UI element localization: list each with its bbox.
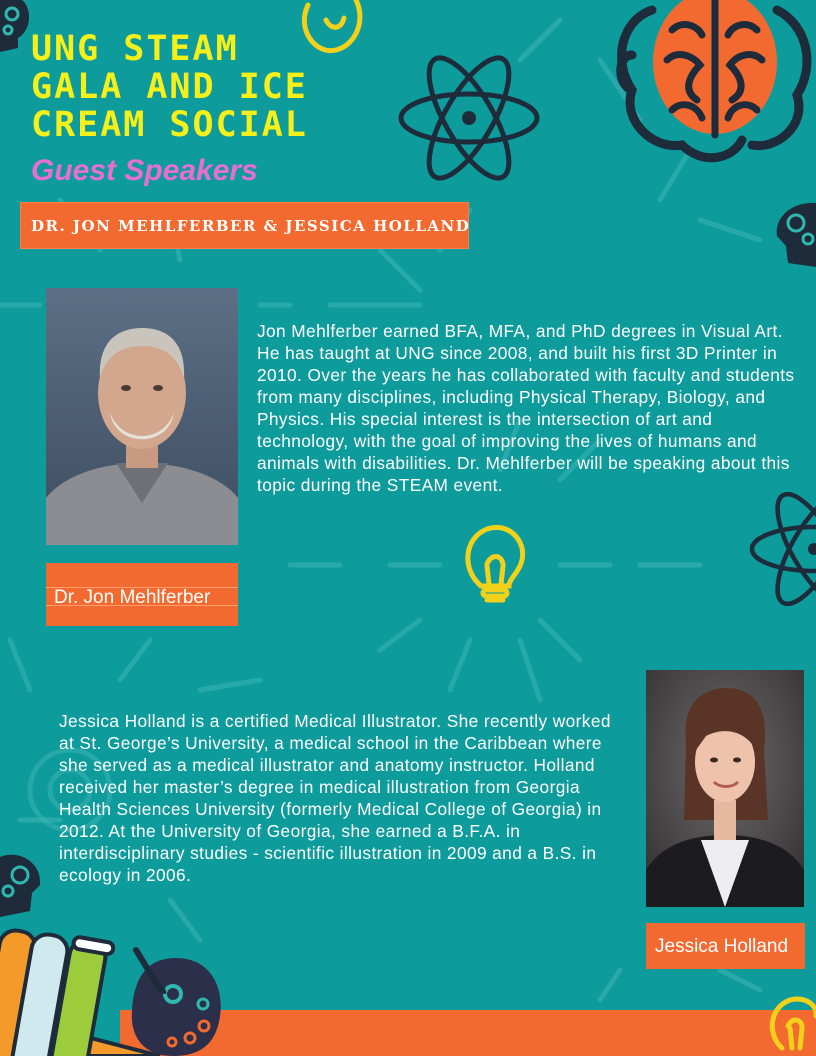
gear-head-icon [774, 201, 816, 267]
lightbulb-icon [766, 996, 816, 1056]
event-title: UNG STEAM GALA AND ICE CREAM SOCIAL [31, 29, 308, 145]
section-subtitle: Guest Speakers [31, 154, 258, 187]
paint-palette-icon [128, 946, 224, 1056]
atom-icon [748, 485, 816, 617]
speaker-name-jessica-holland: Jessica Holland [655, 936, 789, 957]
speaker-name-plate [646, 923, 805, 969]
speaker-photo-jon-mehlferber [46, 288, 238, 545]
speaker-bio-jessica-holland: Jessica Holland is a certified Medical Illustrator. She recently worked at St. George’s University, a medical school in the Caribbean where she served as a medical illustrator and anatomy instructor. Holland received her master’s degree in medical illustration from Georgia Health Sciences University (formerly Medical College of Georgia) in 2012. At the University of Georgia, she earned a B.F.A. in interdisciplinary studies - scientific illustration in 2009 and a B.S. in ecology in 2006. [59, 711, 611, 885]
speakers-banner-text: DR. JON MEHLFERBER & JESSICA HOLLAND [31, 217, 471, 235]
footer-band [120, 1010, 816, 1056]
atom-icon [398, 46, 540, 190]
speaker-name-jon-mehlferber: Dr. Jon Mehlferber [54, 587, 211, 608]
brain-icon [612, 0, 816, 165]
lightbulb-icon [296, 0, 376, 60]
lightbulb-icon [465, 524, 525, 608]
speaker-photo-jessica-holland [646, 670, 804, 907]
gear-head-icon [0, 853, 42, 917]
speaker-bio-jon-mehlferber: Jon Mehlferber earned BFA, MFA, and PhD degrees in Visual Art. He has taught at UNG since 2008, and built his first 3D Printer in 2010. Over the years he has collaborated with faculty and students from many disciplines, including Physical Therapy, Biology, and Physics. His special interest is the intersection of art and technology, with the goal of improving the lives of humans and animals with disabilities. Dr. Mehlferber will be speaking about this topic during the STEAM event. [257, 321, 795, 495]
speaker-name-plate [46, 563, 238, 626]
speakers-banner [20, 202, 469, 249]
gear-head-icon [0, 0, 32, 52]
